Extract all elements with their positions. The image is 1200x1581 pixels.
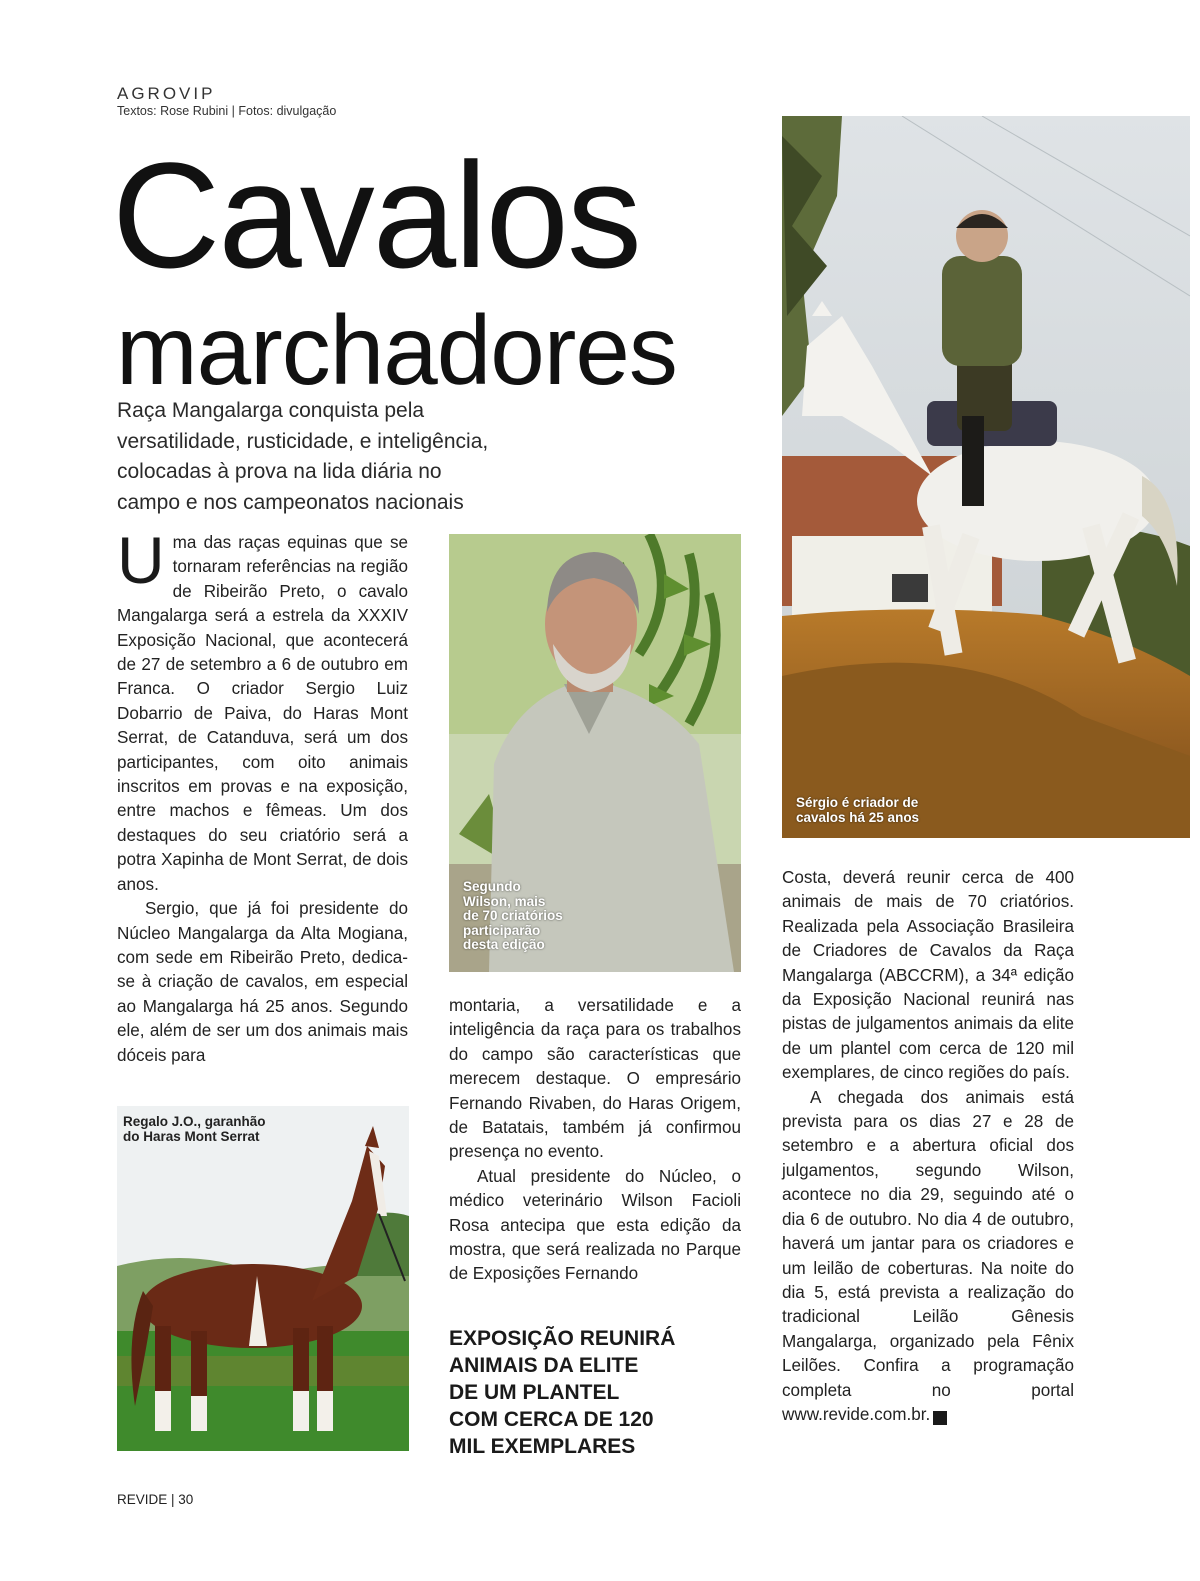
stallion-photo [117, 1106, 409, 1451]
body-paragraph: Atual presidente do Núcleo, o médico veterinário Wilson Facioli Rosa antecipa que esta edição da mostra, que será realizada no Parque de Exposições Fernando [449, 1166, 741, 1284]
page-subtitle: marchadores [116, 295, 677, 405]
caption-line: cavalos há 25 anos [796, 809, 920, 825]
body-column-1 [117, 523, 408, 1068]
lead-line: Raça Mangalarga conquista pela [117, 399, 425, 422]
rider-on-horse-image [782, 116, 1190, 838]
rider-caption [796, 796, 919, 825]
body-paragraph [782, 1086, 1074, 1428]
caption-line: Sérgio é criador de [796, 795, 919, 810]
body-paragraph: Sergio, que já foi presidente do Núcleo Mangalarga da Alta Mogiana, com sede em Ribeirão Preto, dedica-se à criação de cavalos, em especial ao Mangalarga há 25 anos. Segundo ele, além de ser um dos animais mais dóceis para [117, 899, 408, 1065]
credits: Textos: Rose Rubini | Fotos: divulgação [117, 104, 337, 118]
lead-line: campo e nos campeonatos nacionais [117, 490, 464, 514]
stallion-image [117, 1106, 409, 1451]
caption-line: Regalo J.O., garanhão [123, 1114, 266, 1129]
drop-cap: U [117, 523, 165, 597]
wilson-photo [449, 534, 741, 972]
paragraph-text: ma das raças equinas que se tornaram referências na região de Ribeirão Preto, o cavalo Mangalarga será a estrela da XXXIV Exposição Nacional, que acontecerá de 27 de setembro a 6 de outubro em Franca. O criador Sergio Luiz Dobarrio de Paiva, do Haras Mont Serrat, de Catanduva, será um dos participantes, com oito animais inscritos em provas e na exposição, entre machos e fêmeas. Um dos destaques do seu criatório será a potra Xapinha de Mont Serrat, de dois anos. [117, 533, 408, 894]
pull-quote-line: EXPOSIÇÃO REUNIRÁ [449, 1327, 676, 1350]
caption-line: Segundo [463, 879, 521, 894]
body-paragraph [117, 523, 408, 897]
pull-quote-line: DE UM PLANTEL [449, 1381, 620, 1404]
pull-quote [449, 1325, 739, 1460]
page-footer: REVIDE | 30 [117, 1492, 194, 1507]
lead-paragraph [117, 396, 557, 518]
body-column-2 [449, 994, 741, 1287]
caption-line: Wilson, mais [463, 893, 546, 909]
body-paragraph: Costa, deverá reunir cerca de 400 animais de mais de 70 criatórios. Realizada pela Associação Brasileira de Criadores de Cavalos da Raça Mangalarga (ABCCRM), a 34ª edição da Exposição Nacional reunirá nas pistas de julgamentos animais da elite de um plantel com cerca de 120 mil exemplares, de cinco regiões do país. [782, 868, 1074, 1083]
pull-quote-line: MIL EXEMPLARES [449, 1435, 636, 1458]
lead-line: colocadas à prova na lida diária no [117, 460, 442, 483]
page-title: Cavalos [112, 131, 640, 299]
pull-quote-line: COM CERCA DE 120 [449, 1408, 654, 1431]
rider-photo [782, 116, 1190, 838]
caption-line: de 70 criatórios [463, 908, 563, 923]
stallion-caption [123, 1114, 266, 1144]
pull-quote-line: ANIMAIS DA ELITE [449, 1354, 639, 1377]
caption-line: participarão [463, 922, 541, 938]
lead-line: versatilidade, rusticidade, e inteligência, [117, 429, 489, 453]
wilson-caption [463, 880, 563, 953]
section-label: AGROVIP [117, 84, 216, 103]
caption-line: desta edição [463, 937, 545, 952]
caption-line: do Haras Mont Serrat [123, 1129, 260, 1144]
end-mark-icon: r [933, 1411, 947, 1425]
body-column-3 [782, 866, 1074, 1427]
paragraph-text: A chegada dos animais está prevista para os dias 27 e 28 de setembro e a abertura oficial dos julgamentos, segundo Wilson, acontece no dia 29, seguindo até o dia 6 de outubro. No dia 4 de outubro, haverá um jantar para os criadores e um leilão de coberturas. Na noite do dia 5, está prevista a realização do tradicional Leilão Gênesis Mangalarga, organizado pela Fênix Leilões. Confira a programação completa no portal www.revide.com.br. [782, 1087, 1074, 1424]
body-paragraph: montaria, a versatilidade e a inteligência da raça para os trabalhos do campo são características que merecem destaque. O empresário Fernando Rivaben, do Haras Origem, de Batatais, também já confirmou presença no evento. [449, 996, 741, 1162]
